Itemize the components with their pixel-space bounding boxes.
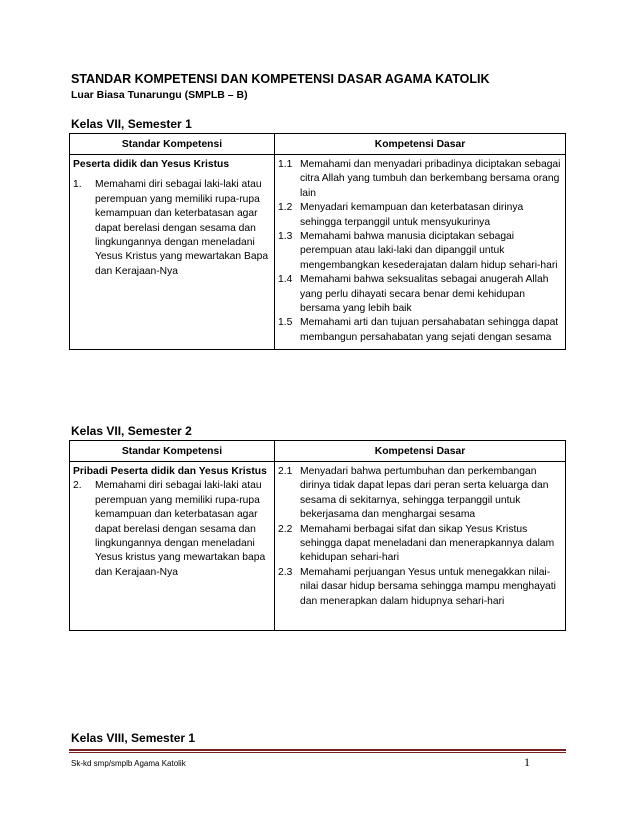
- kd-item-text: Menyadari kemampuan dan keterbatasan dirinya sehingga terpanggil untuk mensyukurinya: [300, 202, 524, 228]
- footer-rule-thin: [69, 752, 566, 753]
- page-number: 1: [524, 755, 530, 769]
- section-heading-kelas-vii-sem-1: Kelas VII, Semester 1: [71, 117, 192, 131]
- kd-item-text: Memahami berbagai sifat dan sikap Yesus Kristus sehingga dapat meneladani dan menerapkannya dalam kehidupan sehari-hari: [300, 523, 555, 564]
- kd-item-number: 1.1: [278, 159, 293, 170]
- kd-item-text: Memahami bahwa manusia diciptakan sebagai perempuan atau laki-laki dan dipanggil untuk mengembangkan kesederajatan dalam hidup sehari-hari: [300, 231, 558, 271]
- kd-item-text: Memahami dan menyadari pribadinya diciptakan sebagai citra Allah yang tumbuh dan berkembang bersama orang lain: [300, 159, 561, 199]
- sk-item-number: 2.: [73, 480, 82, 492]
- section-heading-kelas-viii-sem-1: Kelas VIII, Semester 1: [71, 731, 196, 745]
- kd-item-number: 1.3: [278, 231, 293, 243]
- sk-item-number: 1.: [73, 179, 82, 191]
- header-standar-kompetensi: Standar Kompetensi: [70, 441, 275, 462]
- sk-title: Pribadi Peserta didik dan Yesus Kristus: [73, 466, 267, 477]
- table-header-row: [70, 134, 566, 155]
- footer-text: Sk-kd smp/smplb Agama Katolik: [71, 759, 186, 768]
- sk-cell: [70, 462, 275, 631]
- kd-item: [278, 316, 562, 345]
- kd-item-number: 2.1: [278, 466, 293, 477]
- kd-cell: [275, 155, 566, 350]
- kd-item: [278, 230, 562, 273]
- table-row: [70, 155, 566, 350]
- table-row: [70, 462, 566, 631]
- kd-item-number: 2.2: [278, 523, 293, 535]
- kd-item-text: Menyadari bahwa pertumbuhan dan perkembangan dirinya tidak dapat lepas dari peran serta keluarga dan sesama di sekitarnya, sehingga terpanggil untuk bekerjasama dan menghargai sesama: [300, 466, 549, 521]
- sk-title: Peserta didik dan Yesus Kristus: [73, 159, 230, 170]
- kd-item: [278, 158, 562, 201]
- footer-rule: [69, 749, 566, 751]
- kd-item-text: Memahami arti dan tujuan persahabatan sehingga dapat membangun persahabatan yang sejati dengan sesama: [300, 317, 559, 343]
- kd-item-text: Memahami perjuangan Yesus untuk menegakkan nilai-nilai dasar hidup bersama sehingga mampu menghayati dan menerapkan dalam hidupnya sehari-hari: [300, 566, 556, 607]
- kd-item: [278, 273, 562, 316]
- kd-item-number: 1.5: [278, 317, 293, 329]
- document-subtitle: Luar Biasa Tunarungu (SMPLB – B): [71, 89, 248, 101]
- sk-cell: [70, 155, 275, 350]
- sk-item-text: Memahami diri sebagai laki-laki atau perempuan yang memiliki rupa-rupa kemampuan dan keterbatasan agar dapat berelasi dengan sesama dan lingkungannya dengan meneladani Yesus kristus yang mewartakan bapa dan Kerajaan-Nya: [95, 480, 266, 578]
- kd-cell: [275, 462, 566, 631]
- header-standar-kompetensi: Standar Kompetensi: [70, 134, 275, 155]
- table-header-row: [70, 441, 566, 462]
- sk-item-text: Memahami diri sebagai laki-laki atau perempuan yang memiliki rupa-rupa kemampuan dan keterbatasan agar dapat berelasi dengan sesama dan lingkungannya dengan meneladani Yesus Kristus yang mewartakan Bapa dan Kerajaan-Nya: [95, 179, 269, 277]
- kd-item-text: Memahami bahwa seksualitas sebagai anugerah Allah yang perlu dihayati secara benar demi kehidupan bersama yang lebih baik: [300, 274, 549, 315]
- section-heading-kelas-vii-sem-2: Kelas VII, Semester 2: [71, 424, 192, 438]
- header-kompetensi-dasar: Kompetensi Dasar: [275, 441, 566, 462]
- kd-item-number: 2.3: [278, 566, 293, 578]
- kd-item-number: 1.2: [278, 202, 293, 214]
- kd-item: [278, 201, 562, 230]
- kd-item: [278, 465, 562, 523]
- competency-table-1: [69, 133, 566, 350]
- document-title: STANDAR KOMPETENSI DAN KOMPETENSI DASAR AGAMA KATOLIK: [71, 72, 490, 86]
- header-kompetensi-dasar: Kompetensi Dasar: [275, 134, 566, 155]
- kd-item-number: 1.4: [278, 274, 293, 286]
- kd-item: [278, 523, 562, 566]
- sk-item: [73, 178, 271, 279]
- competency-table-2: [69, 440, 566, 631]
- kd-item: [278, 566, 562, 609]
- sk-item: [73, 479, 271, 580]
